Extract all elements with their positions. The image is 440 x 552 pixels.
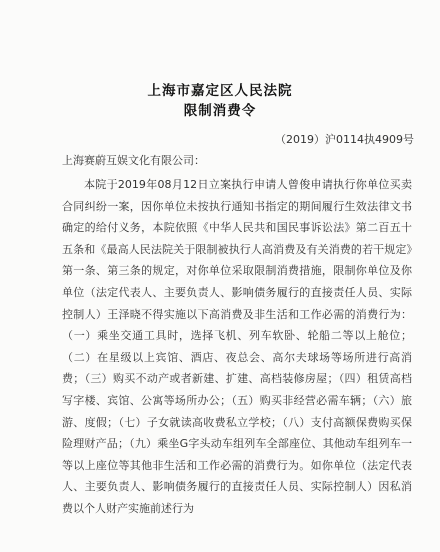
document-title: 限制消费令 [183, 103, 257, 119]
case-number: （2019）沪0114执4909号 [275, 133, 414, 146]
recipient: 上海赛蔚互娱文化有限公司： [62, 154, 205, 167]
court-name: 上海市嘉定区人民法院 [147, 83, 293, 99]
body-paragraph: 本院于2019年08月12日立案执行申请人曾俊申请执行你单位买卖合同纠纷一案，因你单位未按执行通知书指定的期间履行生效法律文书确定的给付义务，本院依照《中华人民共和国民事诉讼法》第二百五十五条和《最高人民法院关于限制被执行人高消费及有关消费的若干规定》第一条、第三条的规定，对你单位采取限制消费措施，限制你单位及你单位（法定代表人、主要负责人、影响债务履行的直接责任人员、实际控制人）王泽晓不得实施以下高消费及非生活和工作必需的消费行为：（一）乘坐交通工具时，选择飞机、列车软卧、轮船二等以上舱位；（二）在星级以上宾馆、酒店、夜总会、高尔夫球场等场所进行高消费；（三）购买不动产或者新建、扩建、高档装修房屋；（四）租赁高档写字楼、宾馆、公寓等场所办公；（五）购买非经营必需车辆；（六）旅游、度假；（七）子女就读高收费私立学校；（八）支付高额保费购买保险理财产品；（九）乘坐G字头动车组列车全部座位、其他动车组列车一等以上座位等其他非生活和工作必需的消费行为。如你单位（法定代表人、主要负责人、影响债务履行的直接责任人员、实际控制人）因私消费以个人财产实施前述行为 [62, 178, 412, 515]
